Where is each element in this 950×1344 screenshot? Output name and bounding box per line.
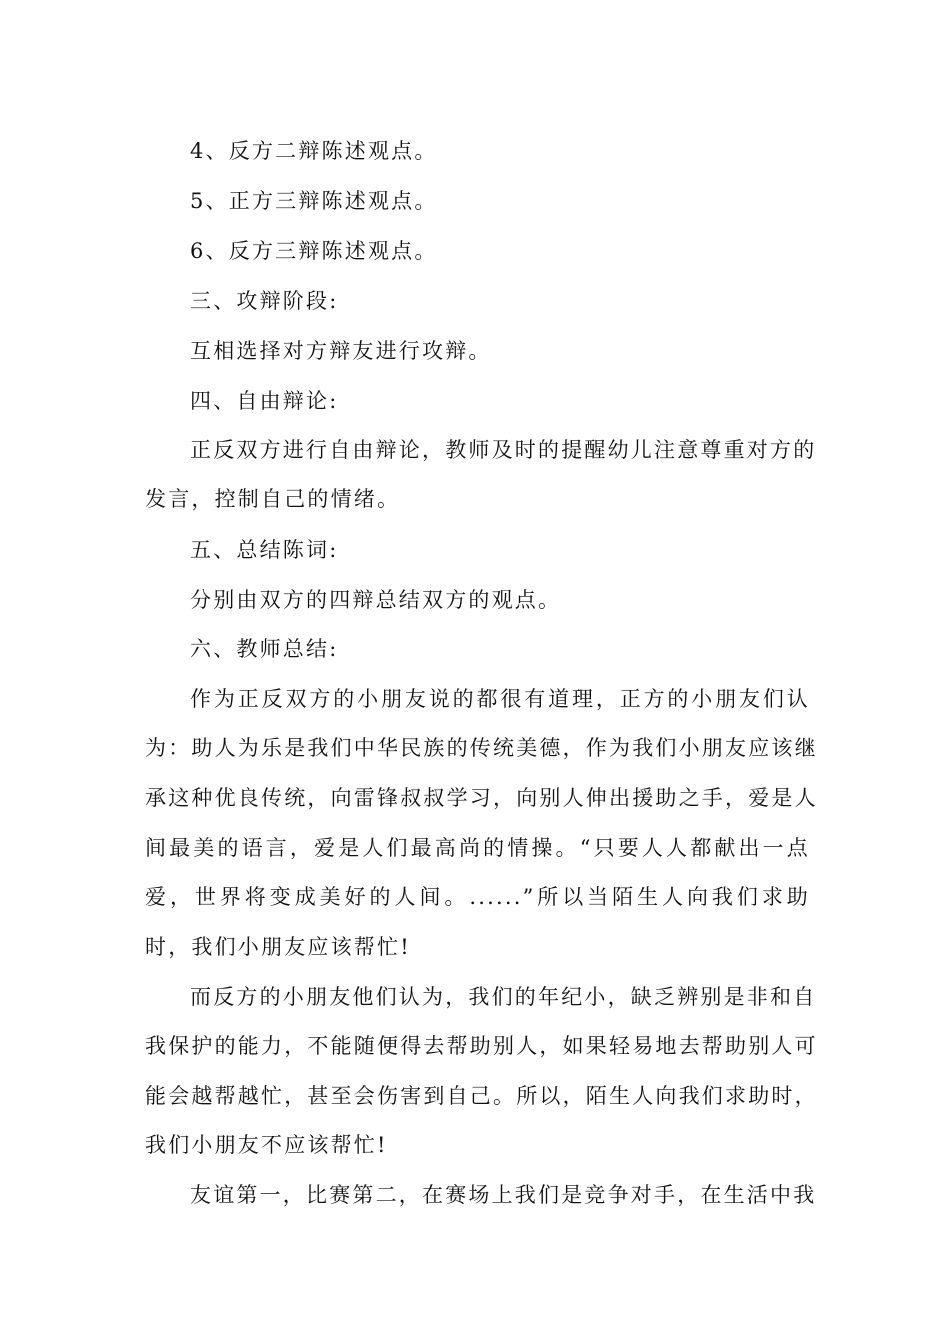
text-line-1: 4、反方二辩陈述观点。 <box>190 139 438 163</box>
text-line-2: 5、正方三辩陈述观点。 <box>190 189 438 213</box>
text-line-17: 时，我们小朋友应该帮忙! <box>145 935 411 959</box>
text-line-20: 能会越帮越忙，甚至会伤害到自己。所以，陌生人向我们求助时， <box>145 1084 818 1108</box>
text-line-3: 6、反方三辩陈述观点。 <box>190 239 438 263</box>
section-heading-5: 五、总结陈词: <box>190 538 339 562</box>
text-line-10: 分别由双方的四辩总结双方的观点。 <box>190 588 562 612</box>
text-line-19: 我保护的能力，不能随便得去帮助别人，如果轻易地去帮助别人可 <box>145 1034 818 1058</box>
section-heading-3: 三、攻辩阶段: <box>190 289 339 313</box>
text-line-21: 我们小朋友不应该帮忙! <box>145 1133 388 1157</box>
text-line-14: 承这种优良传统，向雷锋叔叔学习，向别人伸出援助之手，爱是人 <box>145 786 818 810</box>
text-line-12: 作为正反双方的小朋友说的都很有道理，正方的小朋友们认 <box>190 687 810 711</box>
text-line-22: 友谊第一，比赛第二，在赛场上我们是竞争对手，在生活中我 <box>190 1183 817 1207</box>
section-heading-6: 六、教师总结: <box>190 637 339 661</box>
text-line-15: 间最美的语言，爱是人们最高尚的情操。“只要人人都献出一点 <box>145 836 810 860</box>
text-line-16: 爱，世界将变成美好的人间。......”所以当陌生人向我们求助 <box>145 885 810 909</box>
text-line-5: 互相选择对方辩友进行攻辩。 <box>190 339 492 363</box>
text-line-8: 发言，控制自己的情绪。 <box>145 487 401 511</box>
text-line-7: 正反双方进行自由辩论，教师及时的提醒幼儿注意尊重对方的 <box>190 438 817 462</box>
text-line-18: 而反方的小朋友他们认为，我们的年纪小，缺乏辨别是非和自 <box>190 985 817 1009</box>
section-heading-4: 四、自由辩论: <box>190 389 339 413</box>
text-line-13: 为：助人为乐是我们中华民族的传统美德，作为我们小朋友应该继 <box>145 736 818 760</box>
